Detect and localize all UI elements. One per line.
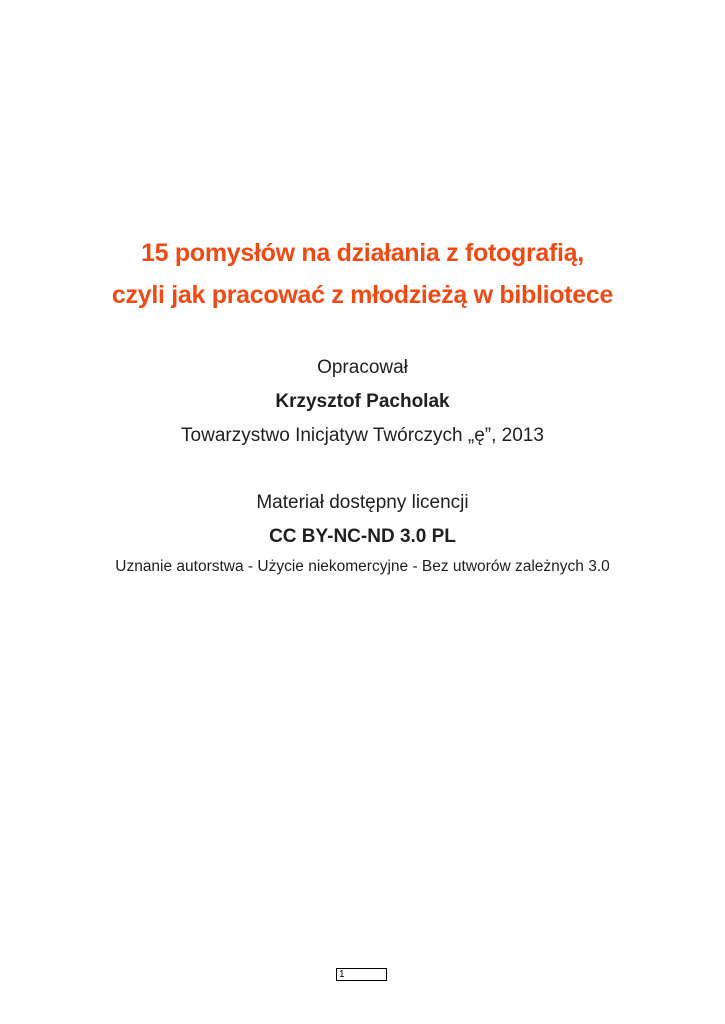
author-section (0, 351, 725, 453)
license-section (0, 486, 725, 580)
document-title (0, 232, 725, 316)
page-number-box (336, 968, 387, 981)
title-line-1: 15 pomysłów na działania z fotografią, (141, 239, 584, 267)
license-code: CC BY-NC-ND 3.0 PL (269, 526, 456, 547)
license-description: Uznanie autorstwa - Użycie niekomercyjne - Bez utworów zależnych 3.0 (115, 558, 610, 575)
page-number: 1 (339, 969, 345, 980)
author-name: Krzysztof Pacholak (275, 391, 450, 412)
author-organization: Towarzystwo Inicjatyw Twórczych „ę”, 2013 (181, 425, 544, 446)
author-label: Opracował (317, 357, 408, 378)
license-label: Materiał dostępny licencji (256, 492, 469, 513)
title-line-2: czyli jak pracować z młodzieżą w bibliotece (111, 281, 614, 309)
